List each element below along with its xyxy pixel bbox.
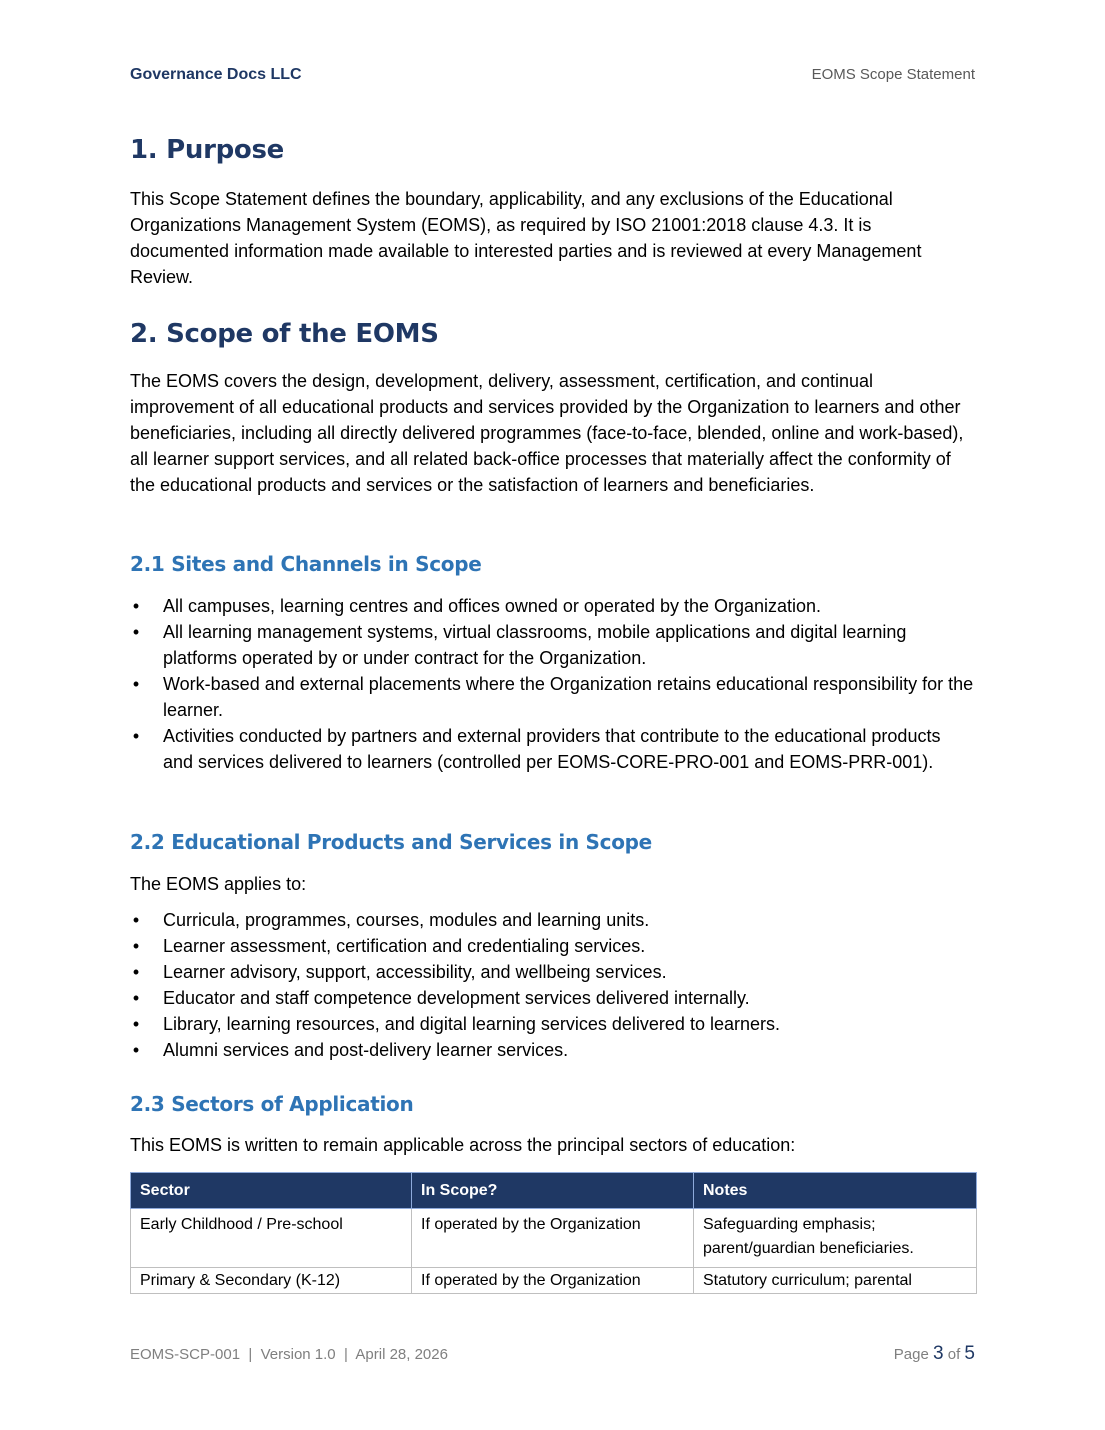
bullet-icon: • xyxy=(132,936,140,956)
page-number: 3 xyxy=(932,1343,944,1364)
bullet-icon: • xyxy=(132,726,140,746)
list-item: • Curricula, programmes, courses, modules and learning units. xyxy=(130,907,975,933)
cell-in-scope: If operated by the Organization xyxy=(412,1209,694,1268)
list-item: • All campuses, learning centres and offices owned or operated by the Organization. xyxy=(130,593,975,619)
page-indicator xyxy=(894,1343,975,1365)
table-row xyxy=(131,1268,977,1294)
heading-scope: 2. Scope of the EOMS xyxy=(130,319,439,349)
section-sectors xyxy=(130,1091,975,1294)
heading-purpose: 1. Purpose xyxy=(130,135,284,165)
bullet-icon: • xyxy=(132,622,140,642)
page-header xyxy=(130,66,975,84)
cell-in-scope: If operated by the Organization xyxy=(412,1268,694,1294)
heading-products: 2.2 Educational Products and Services in Scope xyxy=(130,830,652,854)
cell-notes: Statutory curriculum; parental xyxy=(694,1268,977,1294)
bullet-icon: • xyxy=(132,596,140,616)
list-item: • All learning management systems, virtual classrooms, mobile applications and digital learning platforms operated by or under contract for the Organization. xyxy=(130,619,975,671)
list-item: • Work-based and external placements where the Organization retains educational responsibility for the learner. xyxy=(130,671,975,723)
cell-sector: Early Childhood / Pre-school xyxy=(131,1209,412,1268)
document-title: EOMS Scope Statement xyxy=(811,66,975,83)
page-label: Page xyxy=(893,1346,929,1363)
page-footer xyxy=(130,1343,975,1365)
table-header-row xyxy=(131,1173,977,1209)
section-products xyxy=(130,829,975,1063)
document-reference: EOMS-SCP-001 | Version 1.0 | April 28, 2026 xyxy=(130,1346,448,1363)
sites-list xyxy=(130,593,975,775)
products-list xyxy=(130,907,975,1063)
heading-sectors: 2.3 Sectors of Application xyxy=(130,1092,414,1116)
table-row xyxy=(131,1209,977,1268)
page-of-label: of xyxy=(947,1346,961,1363)
list-item: • Educator and staff competence development services delivered internally. xyxy=(130,985,975,1011)
bullet-icon: • xyxy=(132,962,140,982)
bullet-icon: • xyxy=(132,1014,140,1034)
list-item: • Alumni services and post-delivery learner services. xyxy=(130,1037,975,1063)
scope-paragraph: The EOMS covers the design, development, delivery, assessment, certification, and continual improvement of all educational products and services provided by the Organization to learners and other beneficiaries, including all directly delivered programmes (face-to-face, blended, online and work-based), all learner support services, and all related back-office processes that materially affect the conformity of the educational products and services or the satisfaction of learners and beneficiaries. xyxy=(130,371,964,495)
cell-sector: Primary & Secondary (K-12) xyxy=(131,1268,412,1294)
bullet-icon: • xyxy=(132,910,140,930)
section-purpose xyxy=(130,134,975,290)
list-item: • Learner advisory, support, accessibility, and wellbeing services. xyxy=(130,959,975,985)
purpose-paragraph: This Scope Statement defines the boundary, applicability, and any exclusions of the Educational Organizations Management System (EOMS), as required by ISO 21001:2018 clause 4.3. It is documented information made available to interested parties and is reviewed at every Management Review. xyxy=(130,189,922,287)
heading-sites: 2.1 Sites and Channels in Scope xyxy=(130,552,482,576)
column-header-sector: Sector xyxy=(131,1173,412,1209)
company-name: Governance Docs LLC xyxy=(130,66,302,83)
bullet-icon: • xyxy=(132,674,140,694)
section-sites xyxy=(130,551,975,775)
products-intro: The EOMS applies to: xyxy=(130,874,307,894)
list-item: • Library, learning resources, and digital learning services delivered to learners. xyxy=(130,1011,975,1037)
page-total: 5 xyxy=(964,1343,975,1364)
bullet-icon: • xyxy=(132,1040,140,1060)
bullet-icon: • xyxy=(132,988,140,1008)
list-item: • Activities conducted by partners and external providers that contribute to the educational products and services delivered to learners (controlled per EOMS-CORE-PRO-001 and EOMS-PRR-001). xyxy=(130,723,975,775)
section-scope xyxy=(130,318,975,498)
list-item: • Learner assessment, certification and credentialing services. xyxy=(130,933,975,959)
column-header-notes: Notes xyxy=(694,1173,977,1209)
column-header-in-scope: In Scope? xyxy=(412,1173,694,1209)
cell-notes: Safeguarding emphasis; parent/guardian beneficiaries. xyxy=(694,1209,977,1268)
sectors-intro: This EOMS is written to remain applicable across the principal sectors of education: xyxy=(130,1135,796,1155)
sectors-table xyxy=(130,1172,977,1294)
